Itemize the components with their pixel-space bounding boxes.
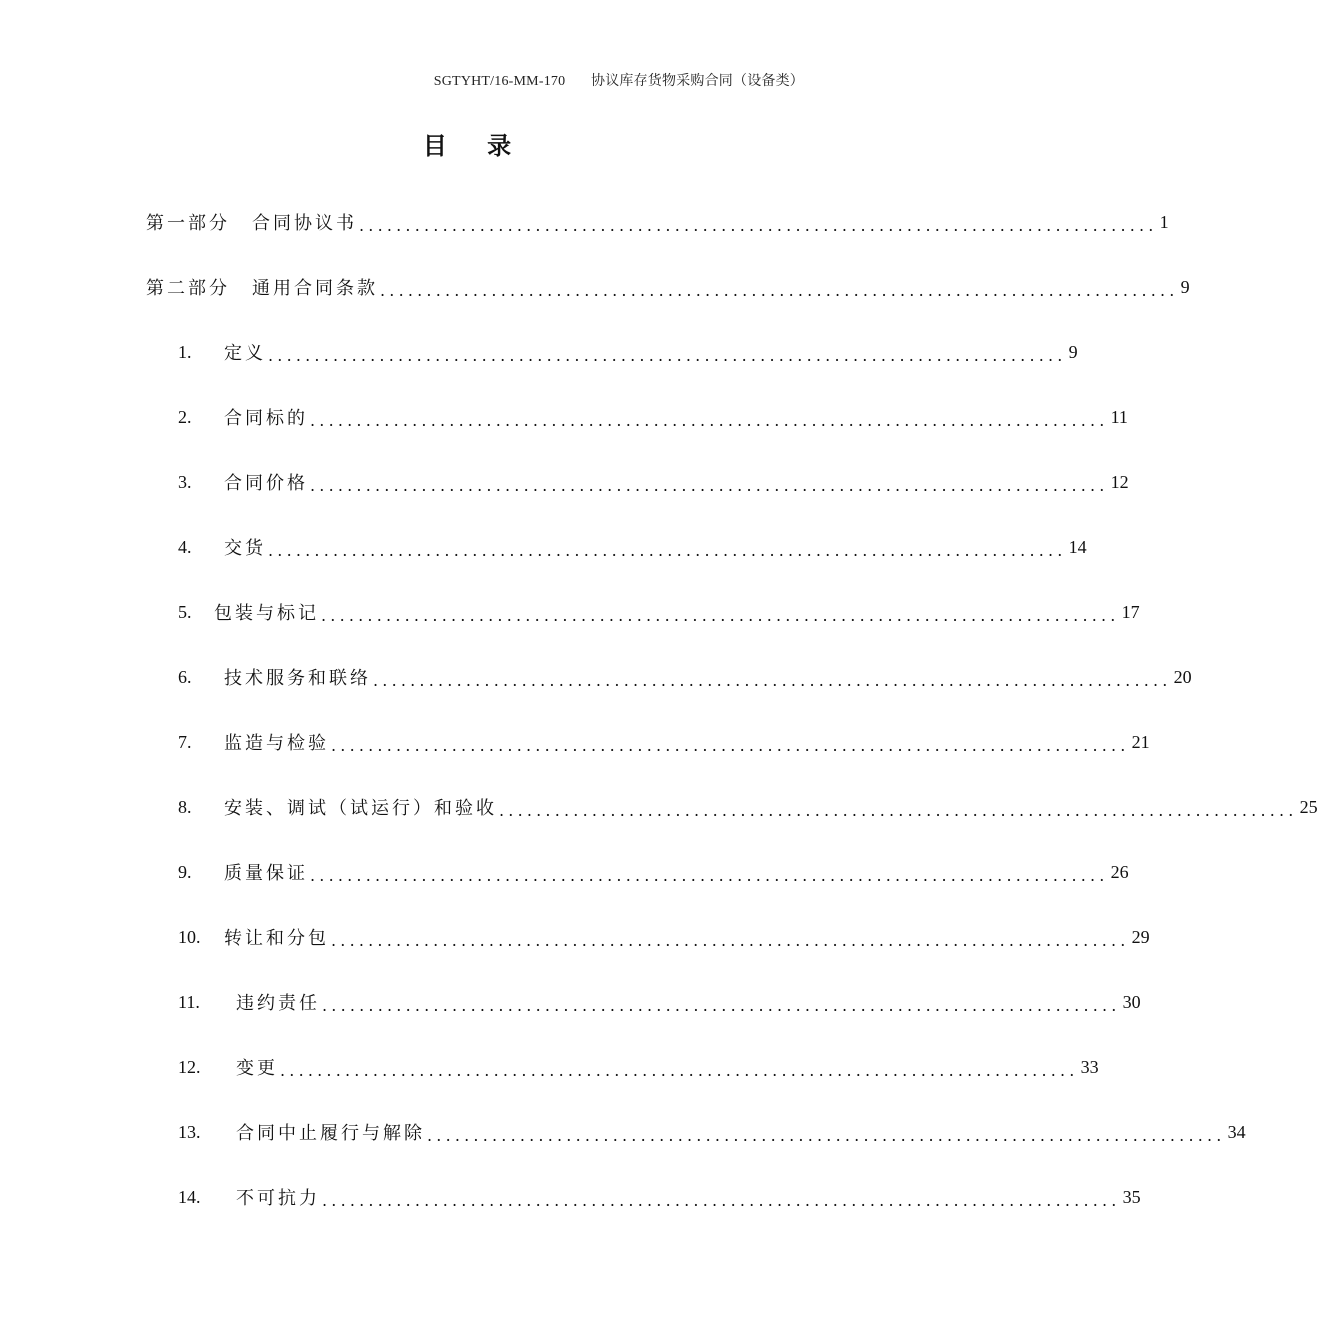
toc-entry-page: 17 (1121, 601, 1140, 622)
toc-entry-label: 通用合同条款 (252, 278, 378, 299)
toc-leader-dots: ...................................................................................... (499, 800, 1298, 820)
toc-entry-label: 转让和分包 (224, 928, 329, 949)
toc-entry-number: 2. (178, 406, 192, 427)
toc-entry[interactable] (178, 1115, 1246, 1149)
toc-entry[interactable] (178, 660, 1192, 694)
toc-entry-number: 11. (178, 991, 200, 1012)
toc-entry-number: 14. (178, 1186, 201, 1207)
toc-leader-dots: ...................................................................................... (310, 475, 1109, 495)
toc-entry-page: 34 (1227, 1121, 1246, 1142)
document-code: SGTYHT/16-MM-170 (433, 74, 566, 89)
toc-entry-number: 第一部分 (146, 213, 230, 234)
page-title: 目 录 (422, 132, 528, 160)
toc-entry-label: 交货 (224, 538, 266, 559)
toc-entry-page: 25 (1299, 796, 1318, 817)
toc-entry-page: 35 (1122, 1186, 1141, 1207)
toc-entry[interactable] (178, 790, 1318, 824)
toc-entry[interactable] (178, 725, 1150, 759)
toc-entry-number: 5. (178, 601, 192, 622)
toc-entry-label: 质量保证 (224, 863, 308, 884)
toc-entry[interactable] (178, 400, 1128, 434)
toc-leader-dots: ...................................................................................... (373, 670, 1172, 690)
toc-entry-page: 9 (1068, 341, 1078, 362)
toc-leader-dots: ...................................................................................... (322, 1190, 1121, 1210)
toc-entry[interactable] (178, 985, 1141, 1019)
toc-entry-page: 29 (1131, 926, 1150, 947)
toc-entry-page: 30 (1122, 991, 1141, 1012)
toc-entry-label: 包装与标记 (214, 603, 319, 624)
toc-entry-number: 6. (178, 666, 192, 687)
toc-entry-label: 合同协议书 (252, 213, 357, 234)
toc-entry[interactable] (178, 465, 1129, 499)
toc-entry-label: 合同中止履行与解除 (236, 1123, 425, 1144)
toc-entry[interactable] (178, 595, 1140, 629)
toc-entry-page: 33 (1080, 1056, 1099, 1077)
toc-entry-number: 3. (178, 471, 192, 492)
toc-entry-page: 14 (1068, 536, 1087, 557)
toc-entry[interactable] (146, 270, 1190, 304)
toc-entry-page: 1 (1159, 211, 1169, 232)
toc-entry-label: 违约责任 (236, 993, 320, 1014)
toc-entry-label: 安装、调试（试运行）和验收 (224, 798, 497, 819)
toc-entry-number: 1. (178, 341, 192, 362)
toc-entry-page: 21 (1131, 731, 1150, 752)
toc-entry-number: 9. (178, 861, 192, 882)
toc-entry-page: 11 (1110, 406, 1128, 427)
toc-entry[interactable] (178, 855, 1129, 889)
toc-entry-page: 9 (1180, 276, 1190, 297)
toc-entry[interactable] (146, 205, 1169, 239)
toc-leader-dots: ...................................................................................... (280, 1060, 1079, 1080)
toc-entry[interactable] (178, 335, 1078, 369)
toc-entry-number: 第二部分 (146, 278, 230, 299)
document-title: 协议库存货物采购合同（设备类） (591, 74, 804, 89)
toc-leader-dots: ...................................................................................... (427, 1125, 1226, 1145)
toc-leader-dots: ...................................................................................... (268, 345, 1067, 365)
toc-leader-dots: ...................................................................................... (331, 930, 1130, 950)
toc-entry-number: 4. (178, 536, 192, 557)
toc-leader-dots: ...................................................................................... (268, 540, 1067, 560)
toc-entry-page: 20 (1173, 666, 1192, 687)
toc-entry-number: 10. (178, 926, 201, 947)
toc-entry[interactable] (178, 1180, 1141, 1214)
toc-entry-number: 13. (178, 1121, 201, 1142)
toc-entry-label: 不可抗力 (236, 1188, 320, 1209)
toc-entry[interactable] (178, 1050, 1099, 1084)
toc-leader-dots: ...................................................................................... (310, 865, 1109, 885)
toc-entry-page: 12 (1110, 471, 1129, 492)
toc-entry-number: 12. (178, 1056, 201, 1077)
toc-leader-dots: ...................................................................................... (359, 215, 1158, 235)
toc-entry-label: 合同价格 (224, 473, 308, 494)
toc-leader-dots: ...................................................................................... (331, 735, 1130, 755)
toc-leader-dots: ...................................................................................... (310, 410, 1109, 430)
toc-entry-label: 监造与检验 (224, 733, 329, 754)
toc-leader-dots: ...................................................................................... (321, 605, 1120, 625)
page-header (434, 70, 804, 90)
toc-entry-label: 变更 (236, 1058, 278, 1079)
toc-entry[interactable] (178, 530, 1087, 564)
toc-entry[interactable] (178, 920, 1150, 954)
toc-entry-label: 技术服务和联络 (224, 668, 371, 689)
toc-entry-page: 26 (1110, 861, 1129, 882)
toc-leader-dots: ...................................................................................... (322, 995, 1121, 1015)
toc-entry-number: 7. (178, 731, 192, 752)
toc-entry-label: 合同标的 (224, 408, 308, 429)
toc-entry-label: 定义 (224, 343, 266, 364)
toc-entry-number: 8. (178, 796, 192, 817)
toc-leader-dots: ...................................................................................... (380, 280, 1179, 300)
